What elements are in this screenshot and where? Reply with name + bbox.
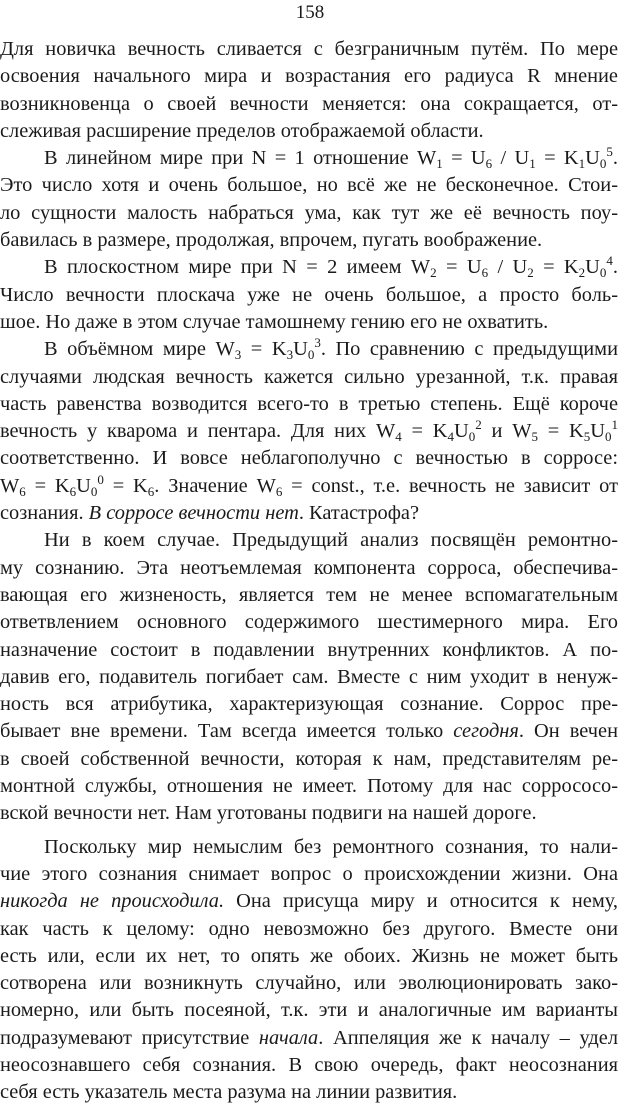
text-line <box>0 172 620 199</box>
text-line <box>0 364 620 391</box>
text-span: = K <box>241 338 287 361</box>
text-span: . Он вечен <box>518 720 618 743</box>
text-line <box>0 943 620 970</box>
text-span: . Катастрофа? <box>298 502 420 525</box>
text-span: = K <box>533 256 579 279</box>
subscript: 0 <box>599 156 607 172</box>
text-span: Число вечности плоскача уже не очень большое, а просто боль- <box>0 283 618 306</box>
subscript: 1 <box>529 156 536 172</box>
text-span: = const., т.е. вечность не зависит от <box>282 474 618 497</box>
text-line <box>0 773 620 800</box>
text-line <box>0 500 620 527</box>
text-line <box>0 718 620 745</box>
text-span: . По сравнению с предыдущими <box>320 338 618 361</box>
text-line <box>0 1025 620 1052</box>
subscript: 0 <box>90 483 98 499</box>
text-span: В плоскостном мире при N = 2 имеем W <box>44 256 431 279</box>
text-span: U <box>76 474 91 497</box>
italic-text: начала <box>258 1026 319 1049</box>
body-text <box>0 36 620 1107</box>
text-span: вской вечности нет. Нам уготованы подвиги на нашей дороге. <box>0 802 537 825</box>
subscript: 5 <box>583 429 591 445</box>
text-line <box>0 970 620 997</box>
text-line <box>0 227 620 254</box>
text-span: ность вся атрибутика, характеризующая сознание. Соррос пре- <box>0 693 618 716</box>
text-line <box>0 800 620 827</box>
text-span: себя есть указатель места разума на линии развития. <box>0 1081 458 1104</box>
text-span: слеживая расширение пределов отображаемой области. <box>0 119 484 142</box>
text-line <box>0 691 620 718</box>
text-line <box>0 582 620 609</box>
text-line <box>0 746 620 773</box>
text-line <box>0 282 620 309</box>
text-span: давив его, подавитель погибает сам. Вместе с ним уходит в ненуж- <box>0 665 618 688</box>
subscript: 6 <box>275 483 283 499</box>
subscript: 2 <box>430 265 437 281</box>
text-span: сознания. <box>0 502 89 525</box>
text-line <box>0 609 620 636</box>
text-span: чие этого сознания снимает вопрос о происхождении жизни. Она <box>0 862 618 885</box>
text-span: ответвлением основного содержимого шестимерного мира. Его <box>0 611 618 634</box>
superscript: 5 <box>606 144 613 160</box>
page-number: 158 <box>295 2 325 23</box>
text-line <box>0 145 620 172</box>
text-line <box>0 391 620 418</box>
superscript: 4 <box>606 253 613 269</box>
text-line <box>0 997 620 1024</box>
text-span: часть равенства возводится всего-то в третью степень. Ещё короче <box>0 392 618 415</box>
text-span: U <box>293 338 308 361</box>
text-span: в своей собственной вечности, которая к нам, представителям ре- <box>0 747 618 770</box>
text-span: бывает вне времени. Там всегда имеется только <box>0 720 454 743</box>
text-line <box>0 200 620 227</box>
text-line <box>0 1052 620 1079</box>
text-span: U <box>585 147 600 170</box>
text-span: = K <box>25 474 70 497</box>
text-span: вающая его жизненость, является тем не менее вспомагательным <box>0 583 618 606</box>
text-line <box>0 91 620 118</box>
text-span: = U <box>442 147 486 170</box>
text-span: Поскольку мир немыслим без ремонтного сознания, то нали- <box>44 835 618 858</box>
subscript: 1 <box>578 156 586 172</box>
text-span: ло сущности малость набраться ума, как тут же её вечность поу- <box>0 201 618 224</box>
text-span: U <box>590 420 606 443</box>
superscript: 1 <box>611 417 619 433</box>
text-span: = K <box>535 147 579 170</box>
text-span: подразумевают присутствие <box>0 1026 259 1049</box>
text-span: случаями людская вечность кажется сильно урезанной, т.к. правая <box>0 365 618 388</box>
text-line <box>0 1079 620 1106</box>
text-span: = K <box>401 420 448 443</box>
italic-text: сегодня <box>453 720 519 743</box>
subscript: 1 <box>436 156 443 172</box>
superscript: 0 <box>97 471 104 487</box>
text-span: вечность у кваромa и пентара. Для них W <box>0 420 396 443</box>
text-line <box>0 473 620 500</box>
text-span: Для новичка вечность сливается с безграничным путём. По мере <box>0 38 618 60</box>
text-span: В объёмном мире W <box>44 338 235 361</box>
text-span: номерно, или быть посеяной, т.к. эти и аналогичные им варианты <box>0 999 618 1022</box>
text-span: Она присуща миру и относится к нему, <box>224 890 618 913</box>
subscript: 2 <box>578 265 586 281</box>
text-span: монтной службы, отношения не имеет. Потому для нас соррососо- <box>0 775 618 798</box>
subscript: 0 <box>307 347 315 363</box>
subscript: 5 <box>531 429 538 445</box>
subscript: 4 <box>447 429 455 445</box>
text-line <box>0 336 620 363</box>
text-span: как часть к целому: одно невозможно без другого. Вместе они <box>0 917 618 940</box>
text-line <box>0 834 620 861</box>
text-span: освоения начального мира и возрастания его радиуса R мнение <box>0 65 618 88</box>
text-line <box>0 664 620 691</box>
text-span: есть или, если их нет, то опять же обоих. Жизнь не может быть <box>0 944 618 967</box>
text-span: и W <box>481 420 532 443</box>
text-span: назначение состоит в подавлении внутренних конфликтов. А по- <box>0 638 618 661</box>
text-span: . <box>612 256 619 279</box>
text-line <box>0 254 620 281</box>
text-line <box>0 118 620 145</box>
subscript: 2 <box>527 265 534 281</box>
subscript: 6 <box>69 483 77 499</box>
text-line <box>0 63 620 90</box>
text-line <box>0 309 620 336</box>
superscript: 3 <box>314 335 321 351</box>
text-span: . <box>612 147 619 170</box>
text-span: Ни в коем случае. Предыдущий анализ посвящён ремонтно- <box>44 529 618 552</box>
text-span: соответственно. И вовсе неблагополучно с вечностью в сорросе: <box>0 447 618 470</box>
subscript: 3 <box>234 347 242 363</box>
text-span: . Аппеляция же к началу – удел <box>318 1026 618 1049</box>
text-line <box>0 637 620 664</box>
text-line <box>0 916 620 943</box>
text-span: шое. Но даже в этом случае тамошнему гению его не охватить. <box>0 310 549 333</box>
text-span: U <box>454 420 469 443</box>
text-line <box>0 36 620 63</box>
text-span: W <box>0 474 20 497</box>
text-span: неосознавшего себя сознания. В свою очередь, факт неосознания <box>0 1053 618 1076</box>
text-span: му сознанию. Эта неотъемлемая компонента сорроса, обеспечива- <box>0 556 618 579</box>
subscript: 6 <box>485 156 493 172</box>
subscript: 0 <box>468 429 476 445</box>
italic-text: никогда не происходила. <box>0 890 225 913</box>
superscript: 2 <box>475 417 482 433</box>
subscript: 0 <box>605 429 612 445</box>
text-span: В линейном мире при N = 1 отношение W <box>44 147 437 170</box>
subscript: 4 <box>395 429 402 445</box>
subscript: 6 <box>19 483 26 499</box>
text-span: . Значение W <box>154 474 276 497</box>
text-span: возникновенца о своей вечности меняется: она сокращается, от- <box>0 92 618 115</box>
text-span: бавилась в размере, продолжая, впрочем, пугать воображение. <box>0 229 543 252</box>
text-line <box>0 445 620 472</box>
text-span: = K <box>103 474 148 497</box>
text-span: U <box>585 256 600 279</box>
text-line <box>0 888 620 915</box>
subscript: 3 <box>286 347 294 363</box>
text-span: = K <box>537 420 584 443</box>
text-line <box>0 527 620 554</box>
text-span: = U <box>436 256 482 279</box>
text-span: Это число хотя и очень большое, но всё же не бесконечное. Стои- <box>0 174 618 197</box>
italic-text: В сорросе вечности нет <box>88 502 299 525</box>
text-span: / U <box>488 256 528 279</box>
subscript: 0 <box>599 265 607 281</box>
text-span: сотворена или возникнуть случайно, или эволюционировать зако- <box>0 972 618 995</box>
text-line <box>0 418 620 445</box>
text-line <box>0 555 620 582</box>
subscript: 6 <box>147 483 155 499</box>
text-span: / U <box>492 147 530 170</box>
text-line <box>0 861 620 888</box>
subscript: 6 <box>481 265 489 281</box>
